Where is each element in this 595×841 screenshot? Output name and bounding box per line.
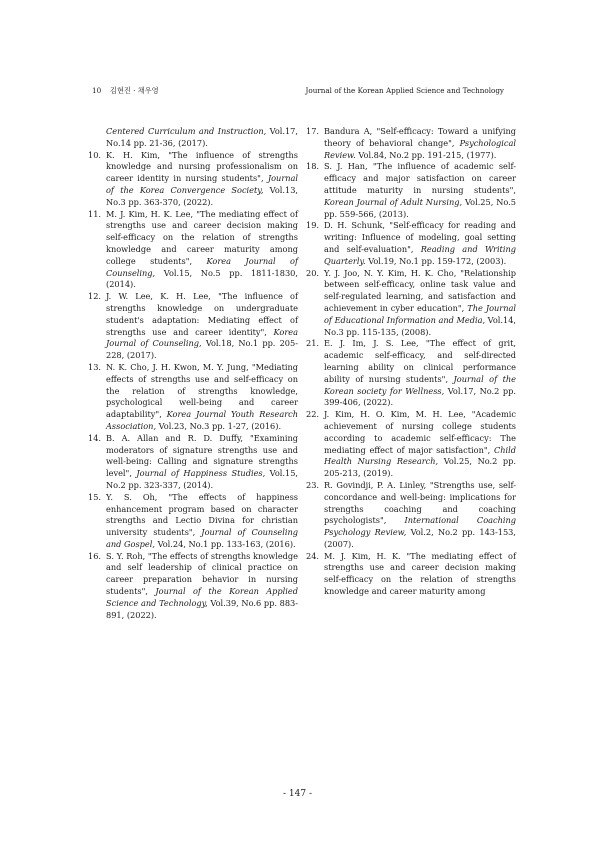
reference-volume-pages: Vol.17, No.14 pp. 21-36, (2017).: [106, 126, 298, 148]
reference-authors-title: M. J. Kim, H. K. Lee, "The mediating effect of strengths use and career decision making self-efficacy on the relation of strengths knowledge and career maturity among college students",: [106, 208, 298, 266]
reference-number: 16.: [88, 550, 102, 561]
running-header: [92, 86, 504, 98]
reference-entry: [88, 362, 298, 433]
reference-authors-title: Y. J. Joo, N. Y. Kim, H. K. Cho, "Relationship between self-efficacy, online task value and self-regulated learning, and satisfaction and achievement in cyber education",: [324, 267, 516, 313]
reference-entry: [88, 291, 298, 362]
reference-authors-title: J. W. Lee, K. H. Lee, "The influence of strengths knowledge on undergraduate student's adaptation: Mediating effect of strengths use and career identity",: [106, 291, 298, 337]
reference-entry: [306, 480, 516, 551]
reference-authors-title: R. Govindji, P. A. Linley, "Strengths use, self-concordance and well-being: implications for strengths coaching and coaching psychologists",: [324, 479, 516, 526]
reference-journal: Reading and Writing Quarterly.: [324, 243, 516, 266]
reference-journal: Korean Journal of Adult Nursing,: [324, 196, 463, 207]
reference-number: 13.: [88, 361, 102, 372]
reference-volume-pages: Vol.18, No.1 pp. 205-228, (2017).: [106, 338, 298, 361]
reference-volume-pages: Vol.15, No.5 pp. 1811-1830, (2014).: [106, 267, 298, 290]
header-page-number: 10: [92, 86, 102, 95]
reference-volume-pages: Vol.23, No.3 pp. 1-27, (2016).: [156, 420, 282, 431]
reference-entry: [88, 126, 298, 150]
reference-journal: Korea Journal of Counseling,: [106, 326, 298, 349]
reference-volume-pages: Vol.17, No.2 pp. 399-406, (2022).: [324, 385, 516, 408]
reference-entry: [306, 220, 516, 267]
reference-entry: [88, 209, 298, 292]
reference-number: 24.: [306, 550, 320, 561]
reference-volume-pages: Vol.39, No.6 pp. 883-891, (2022).: [106, 597, 299, 620]
reference-volume-pages: Vol.13, No.3 pp. 363-370, (2022).: [106, 184, 299, 207]
reference-entry: [306, 338, 516, 409]
header-authors: 김현진 · 채우영: [110, 86, 159, 95]
reference-number: 17.: [306, 126, 320, 136]
reference-journal: Korea Journal Youth Research Association,: [106, 409, 298, 431]
page-footer: [0, 789, 595, 799]
reference-journal: Journal of the Korean Applied Science and Technology,: [106, 586, 298, 608]
reference-journal: Child Health Nursing Research,: [324, 444, 516, 467]
reference-entry: [306, 409, 516, 480]
reference-journal: Journal of Happiness Studies,: [136, 468, 266, 479]
reference-authors-title: Y. S. Oh, "The effects of happiness enhancement program based on character strengths and Lectio Divina for christian university students",: [106, 491, 298, 538]
reference-number: 22.: [306, 409, 320, 420]
reference-volume-pages: Vol.14, No.3 pp. 115-135, (2008).: [324, 314, 516, 337]
reference-number: 21.: [306, 338, 320, 349]
reference-number: 11.: [88, 208, 102, 219]
reference-volume-pages: Vol.19, No.1 pp. 159-172, (2003).: [365, 255, 507, 266]
reference-number: 20.: [306, 267, 320, 278]
reference-entry: [88, 551, 298, 622]
reference-number: 18.: [306, 161, 320, 172]
reference-volume-pages: Vol.15, No.2 pp. 323-337, (2014).: [106, 468, 299, 490]
reference-entry: [306, 126, 516, 161]
reference-entry: [88, 150, 298, 209]
reference-journal: Journal of the Korea Convergence Society,: [106, 173, 298, 195]
reference-volume-pages: Vol.25, No.2 pp. 205-213, (2019).: [324, 456, 516, 479]
reference-authors-title: S. Y. Roh, "The effects of strengths knowledge and self leadership of clinical practice on career preparation behavior in nursing students",: [106, 550, 298, 597]
reference-journal: Journal of Counseling and Gospel,: [106, 527, 298, 549]
reference-authors-title: D. H. Schunk, "Self-efficacy for reading and writing: Influence of modeling, goal setting and self-evaluation",: [324, 220, 516, 254]
reference-entry: [306, 268, 516, 339]
reference-volume-pages: Vol.2, No.2 pp. 143-153, (2007).: [324, 527, 516, 549]
reference-volume-pages: Vol.24, No.1 pp. 133-163, (2016).: [154, 538, 296, 549]
reference-journal: Psychological Review.: [324, 137, 516, 160]
header-journal-title: Journal of the Korean Applied Science and Technology: [305, 86, 504, 95]
reference-number: 15.: [88, 491, 102, 502]
reference-number: 10.: [88, 149, 102, 160]
reference-authors-title: J. Kim, H. O. Kim, M. H. Lee, "Academic achievement of nursing college students according to academic self-efficacy: The mediating effect of major satisfaction",: [324, 409, 516, 455]
reference-entry: [88, 433, 298, 492]
reference-authors-title: B. A. Allan and R. D. Duffy, "Examining moderators of signature strengths use and well-being: Calling and signature strengths level",: [106, 432, 298, 479]
reference-authors-title: S. J. Han, "The influence of academic self-efficacy and major satisfaction on career attitude maturity in nursing students",: [324, 161, 516, 195]
reference-journal: Korea Journal of Counseling,: [106, 255, 298, 278]
reference-volume-pages: Vol.25, No.5 pp. 559-566, (2013).: [324, 196, 516, 219]
reference-entry: [88, 492, 298, 551]
footer-page-label: - 147 -: [283, 789, 312, 799]
reference-journal: Journal of the Korean society for Wellness,: [324, 373, 516, 396]
reference-authors-title: N. K. Cho, J. H. Kwon, M. Y. Jung, "Mediating effects of strengths use and self-efficacy on the relation of strengths knowledge, psychological well-being and career adaptability",: [106, 361, 298, 420]
reference-column-right: [306, 126, 516, 598]
reference-authors-title: K. H. Kim, "The influence of strengths knowledge and nursing professionalism on career identity in nursing students",: [106, 149, 298, 184]
reference-column-left: [88, 126, 298, 621]
reference-number: 23.: [306, 479, 320, 490]
reference-journal: The Journal of Educational Information and Media,: [324, 302, 516, 325]
reference-number: 19.: [306, 220, 320, 231]
reference-journal: International Coaching Psychology Review,: [324, 515, 516, 538]
reference-entry: [306, 161, 516, 220]
reference-number: 12.: [88, 291, 102, 302]
reference-number: 14.: [88, 432, 102, 443]
reference-volume-pages: Vol.84, No.2 pp. 191-215, (1977).: [355, 149, 497, 160]
reference-entry: [306, 551, 516, 598]
reference-authors-title: E. J. Im, J. S. Lee, "The effect of grit, academic self-efficacy, and self-directed learning ability on clinical performance ability of nursing students",: [324, 338, 516, 384]
reference-authors-title: Bandura A, "Self-efficacy: Toward a unifying theory of behavioral change",: [324, 126, 516, 148]
reference-authors-title: M. J. Kim, H. K. "The mediating effect of strengths use and career decision making self-efficacy on the relation of strengths knowledge and career maturity among: [324, 550, 516, 597]
reference-journal: Centered Curriculum and Instruction,: [106, 126, 267, 136]
